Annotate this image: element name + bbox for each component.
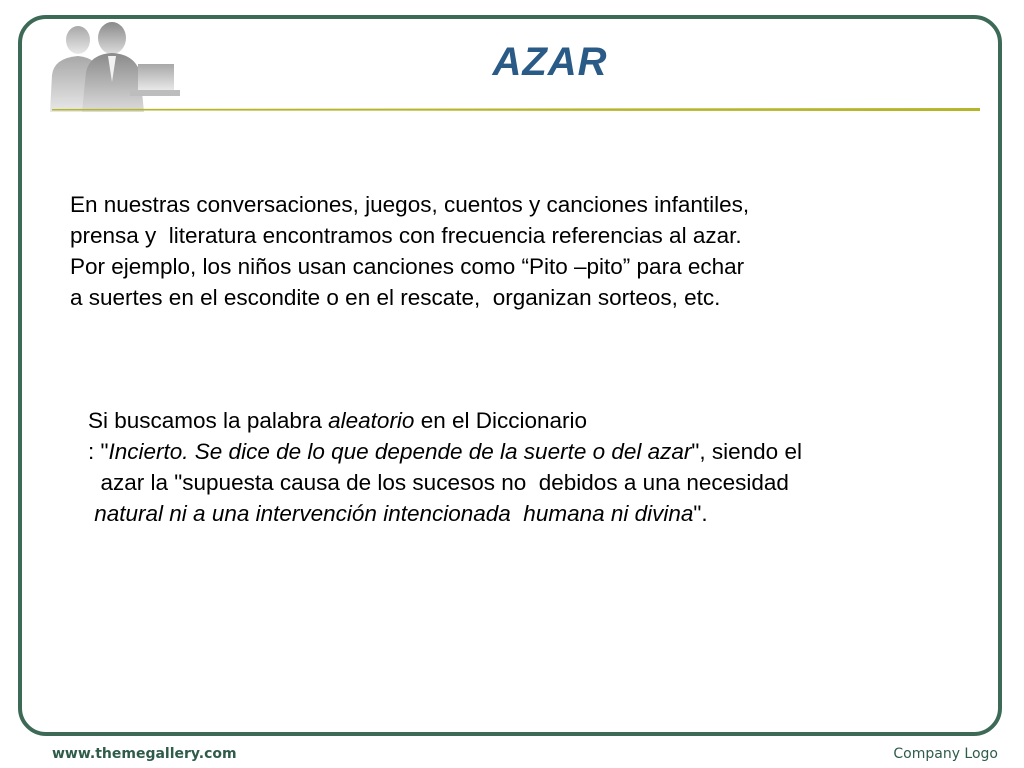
definition-text: azar la "supuesta causa de los sucesos no debidos a una necesidad — [88, 470, 789, 495]
definition-line-2 — [88, 436, 948, 467]
footer-website[interactable]: www.themegallery.com — [52, 746, 237, 762]
paragraph-definition — [88, 405, 948, 529]
title-underline — [52, 107, 980, 112]
definition-line-1 — [88, 405, 948, 436]
definition-quote: natural ni a una intervención intencionada humana ni divina — [88, 501, 694, 526]
paragraph-intro-line: prensa y literatura encontramos con frecuencia referencias al azar. — [70, 223, 742, 248]
definition-text: ", siendo el — [691, 439, 802, 464]
slide-title: AZAR — [492, 40, 608, 84]
paragraph-intro-line: En nuestras conversaciones, juegos, cuentos y canciones infantiles, — [70, 192, 750, 217]
definition-line-4 — [88, 498, 948, 529]
definition-text: ". — [693, 501, 708, 526]
paragraph-intro-line: a suertes en el escondite o en el rescate, organizan sorteos, etc. — [70, 285, 721, 310]
footer-company-logo: Company Logo — [893, 746, 998, 762]
definition-line-3 — [88, 467, 948, 498]
definition-text: Si buscamos la palabra — [88, 408, 329, 433]
slide-frame — [18, 15, 1002, 736]
business-people-silhouette-icon — [40, 20, 180, 112]
definition-quote: Incierto. Se dice de lo que depende de la suerte o del azar — [108, 439, 692, 464]
paragraph-intro — [70, 189, 890, 313]
definition-term: aleatorio — [328, 408, 415, 433]
definition-text: en el Diccionario — [414, 408, 588, 433]
paragraph-intro-line: Por ejemplo, los niños usan canciones como “Pito –pito” para echar — [70, 254, 745, 279]
definition-text: : " — [88, 439, 109, 464]
